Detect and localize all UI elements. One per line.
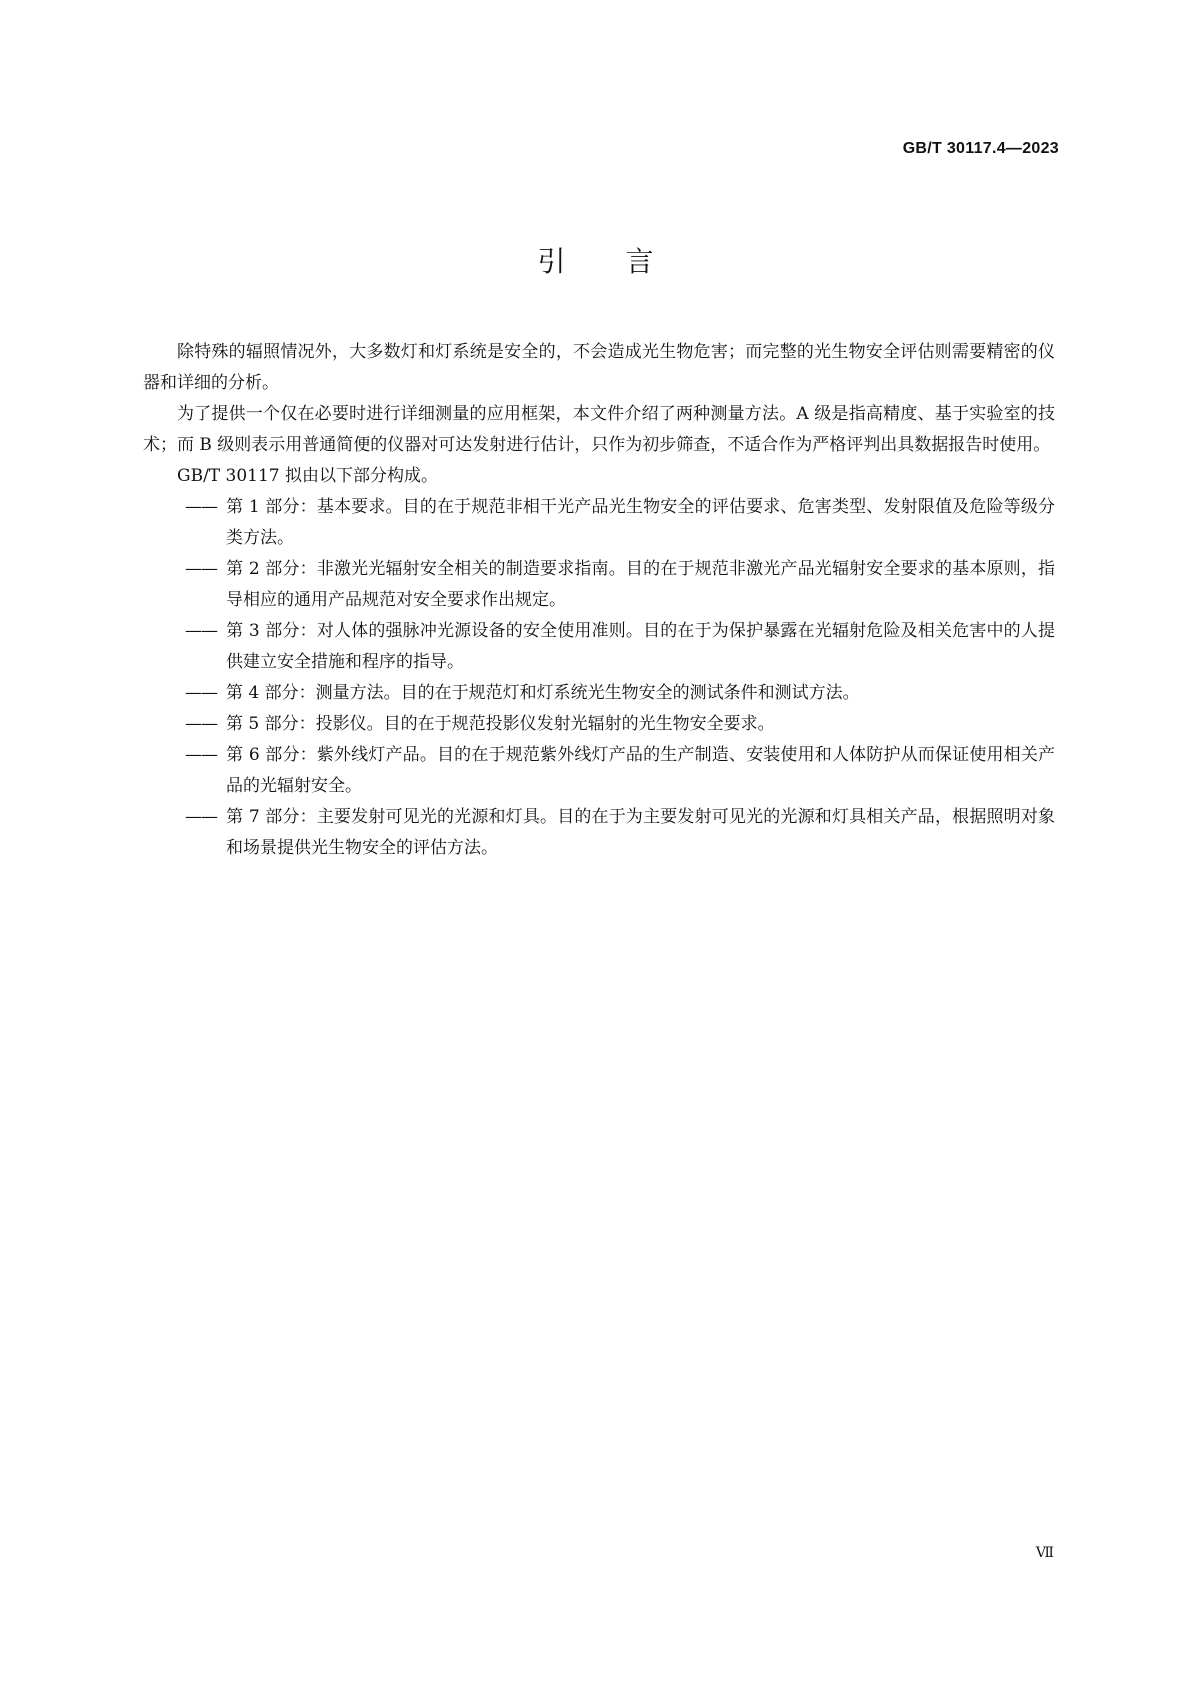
list-dash: —— [185, 714, 217, 734]
paragraph: 除特殊的辐照情况外，大多数灯和灯系统是安全的，不会造成光生物危害；而完整的光生物安全评估则需要精密的仪器和详细的分析。 [143, 342, 1055, 393]
list-item-text: 第 3 部分：对人体的强脉冲光源设备的安全使用准则。目的在于为保护暴露在光辐射危险及相关危害中的人提供建立安全措施和程序的指导。 [226, 621, 1055, 672]
list-item [143, 492, 1055, 554]
page-title: 引言 [537, 245, 714, 278]
list-item-text: 第 6 部分：紫外线灯产品。目的在于规范紫外线灯产品的生产制造、安装使用和人体防护从而保证使用相关产品的光辐射安全。 [226, 745, 1055, 796]
list-item [143, 802, 1055, 864]
page-number: Ⅶ [1035, 1545, 1054, 1561]
parts-list [143, 492, 1055, 864]
list-dash: —— [185, 683, 217, 703]
paragraph: GB/T 30117 拟由以下部分构成。 [177, 466, 439, 486]
list-dash: —— [185, 745, 217, 765]
list-dash: —— [185, 621, 217, 641]
list-dash: —— [185, 497, 217, 517]
list-dash: —— [185, 559, 217, 579]
list-dash: —— [185, 807, 217, 827]
list-item-text: 第 7 部分：主要发射可见光的光源和灯具。目的在于为主要发射可见光的光源和灯具相关产品，根据照明对象和场景提供光生物安全的评估方法。 [226, 807, 1055, 858]
list-item [143, 740, 1055, 802]
list-item [143, 709, 1055, 740]
standard-code: GB/T 30117.4—2023 [902, 140, 1059, 157]
list-item-text: 第 4 部分：测量方法。目的在于规范灯和灯系统光生物安全的测试条件和测试方法。 [226, 683, 860, 703]
paragraph: 为了提供一个仅在必要时进行详细测量的应用框架，本文件介绍了两种测量方法。A 级是指高精度、基于实验室的技术；而 B 级则表示用普通简便的仪器对可达发射进行估计，只作为初步筛查，不适合作为严格评判出具数据报告时使用。 [143, 404, 1055, 455]
list-item [143, 554, 1055, 616]
list-item [143, 678, 1055, 709]
document-body [143, 337, 1055, 864]
list-item-text: 第 5 部分：投影仪。目的在于规范投影仪发射光辐射的光生物安全要求。 [226, 714, 775, 734]
list-item [143, 616, 1055, 678]
list-item-text: 第 2 部分：非激光光辐射安全相关的制造要求指南。目的在于规范非激光产品光辐射安全要求的基本原则，指导相应的通用产品规范对安全要求作出规定。 [226, 559, 1055, 610]
list-item-text: 第 1 部分：基本要求。目的在于规范非相干光产品光生物安全的评估要求、危害类型、发射限值及危险等级分类方法。 [226, 497, 1055, 548]
